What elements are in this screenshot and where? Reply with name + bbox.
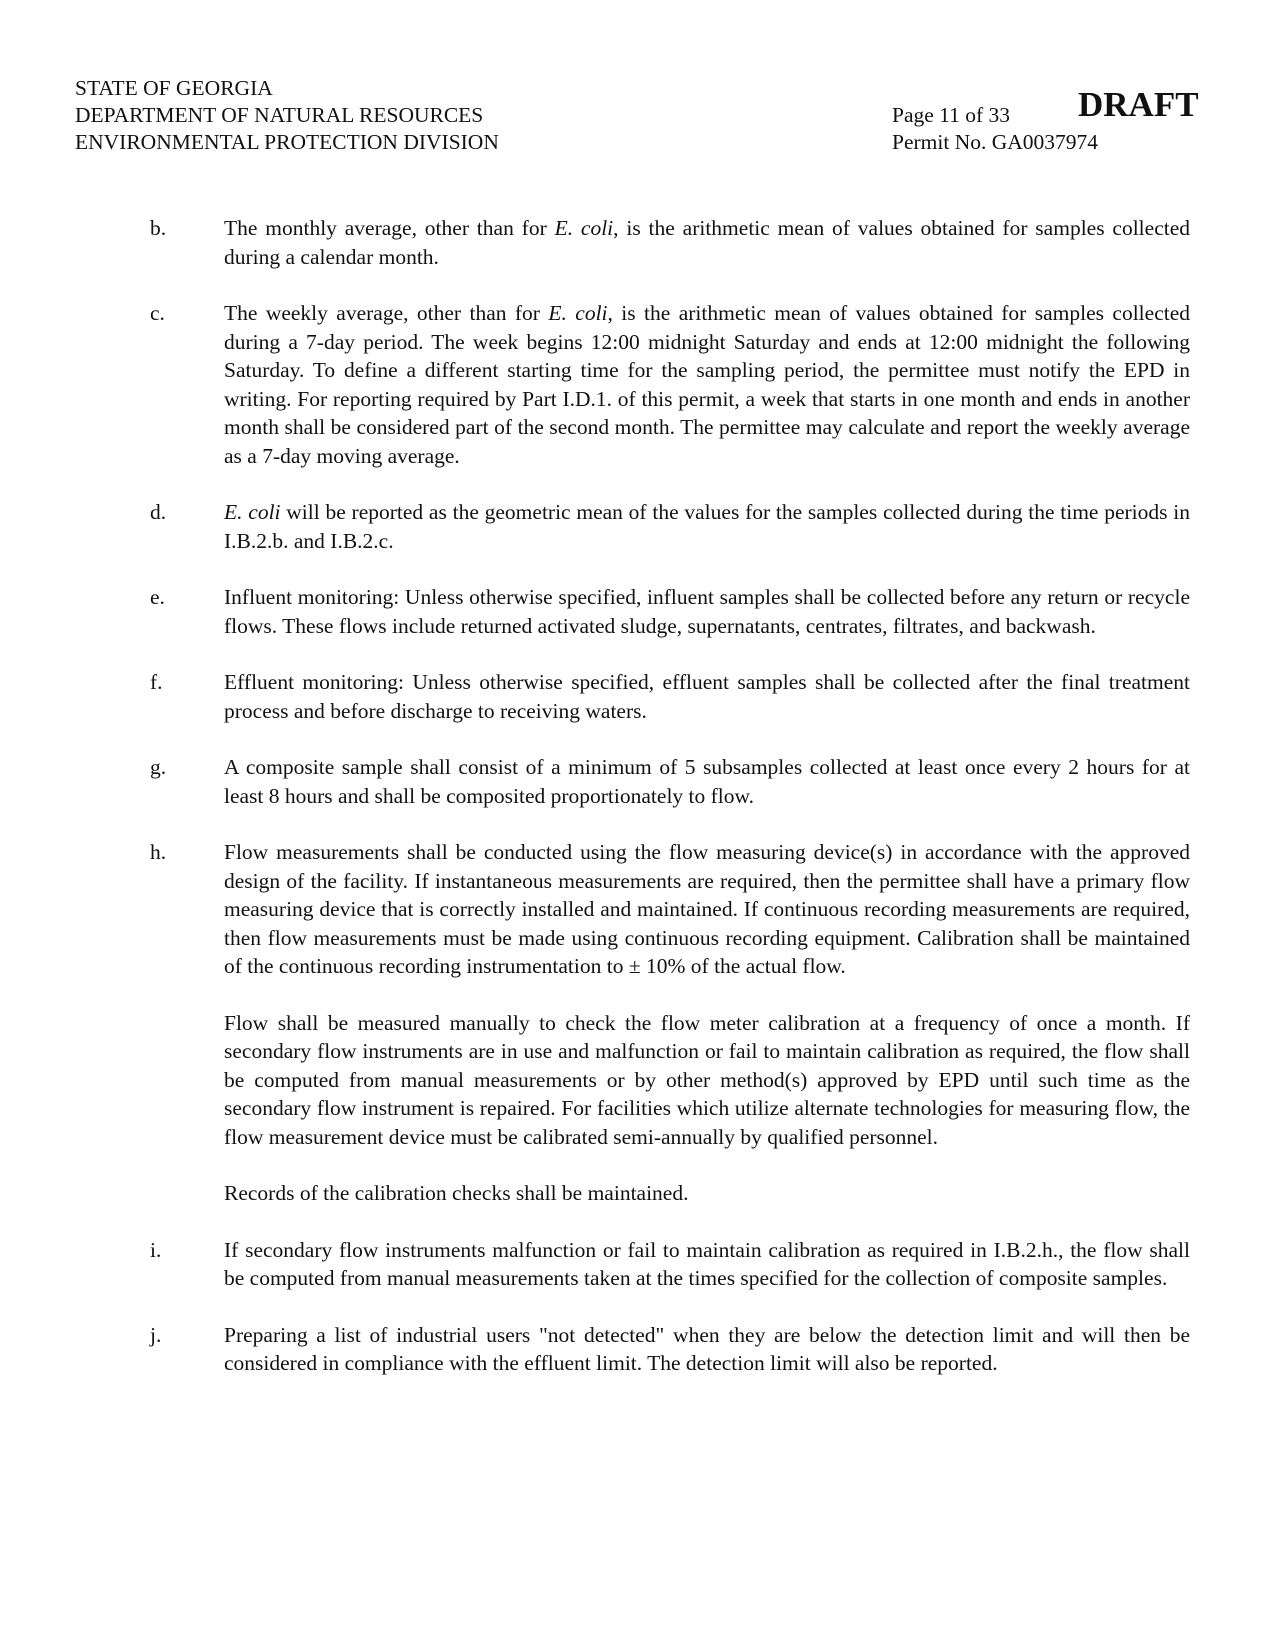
- item-letter: e.: [150, 585, 165, 609]
- page-header: [75, 75, 1205, 165]
- list-item-d: [150, 498, 1190, 555]
- item-letter: d.: [150, 500, 167, 524]
- item-text: Flow shall be measured manually to check the flow meter calibration at a frequency of once a month. If secondary flow instruments are in use and malfunction or fail to maintain calibration as required, the flow shall be computed from manual measurements or by other method(s) approved by EPD until such time as the secondary flow instrument is repaired. For facilities which utilize alternate technologies for measuring flow, the flow measurement device must be calibrated semi-annually by qualified personnel.: [224, 1010, 1190, 1149]
- list-item-j: [150, 1321, 1190, 1378]
- item-text: Flow measurements shall be conducted using the flow measuring device(s) in accordance with the approved design of the facility. If instantaneous measurements are required, then the permittee shall have a primary flow measuring device that is correctly installed and maintained. If continuous recording measurements are required, then flow measurements must be made using continuous recording equipment. Calibration shall be maintained of the continuous recording instrumentation to ± 10% of the actual flow.: [224, 840, 1190, 978]
- agency-block: [75, 75, 499, 156]
- agency-division: ENVIRONMENTAL PROTECTION DIVISION: [75, 130, 499, 154]
- agency-state: STATE OF GEORGIA: [75, 76, 273, 100]
- item-text: The weekly average, other than for E. coli, is the arithmetic mean of values obtained for samples collected during a 7-day period. The week begins 12:00 midnight Saturday and ends at 12:00 midnight the following Saturday. To define a different starting time for the sampling period, the permittee must notify the EPD in writing. For reporting required by Part I.D.1. of this permit, a week that starts in one month and ends in another month shall be considered part of the second month. The permittee may calculate and report the weekly average as a 7-day moving average.: [224, 301, 1191, 468]
- item-text: The monthly average, other than for E. coli, is the arithmetic mean of values obtained for samples collected during a calendar month.: [224, 216, 1190, 269]
- item-text: E. coli will be reported as the geometric mean of the values for the samples collected during the time periods in I.B.2.b. and I.B.2.c.: [224, 500, 1191, 553]
- item-text: Influent monitoring: Unless otherwise specified, influent samples shall be collected before any return or recycle flows. These flows include returned activated sludge, supernatants, centrates, filtrates, and backwash.: [224, 585, 1190, 638]
- item-text: Preparing a list of industrial users "not detected" when they are below the detection limit and will then be considered in compliance with the effluent limit. The detection limit will also be reported.: [224, 1322, 1190, 1375]
- page-meta: [892, 102, 1098, 156]
- species-name: E. coli: [224, 500, 281, 524]
- list-item-h: [150, 838, 1190, 1208]
- agency-department: DEPARTMENT OF NATURAL RESOURCES: [75, 103, 484, 127]
- species-name: E. coli: [554, 216, 614, 240]
- species-name: E. coli: [548, 301, 608, 325]
- item-text: Effluent monitoring: Unless otherwise specified, effluent samples shall be collected after the final treatment process and before discharge to receiving waters.: [224, 670, 1190, 723]
- page-number: Page 11 of 33: [892, 103, 1011, 127]
- list-item-g: [150, 753, 1190, 810]
- draft-stamp: DRAFT: [1078, 85, 1199, 124]
- list-item-f: [150, 668, 1190, 725]
- item-letter: i.: [150, 1237, 162, 1262]
- list-item-e: [150, 583, 1190, 640]
- list-item-b: [150, 214, 1190, 271]
- item-letter: b.: [150, 216, 167, 240]
- item-text: Records of the calibration checks shall be maintained.: [224, 1181, 689, 1205]
- item-letter: c.: [150, 301, 165, 325]
- permit-number: Permit No. GA0037974: [892, 130, 1099, 154]
- item-letter: h.: [150, 840, 167, 864]
- list-item-i: [150, 1236, 1190, 1293]
- list-item-c: [150, 299, 1190, 470]
- item-text: If secondary flow instruments malfunction or fail to maintain calibration as required in I.B.2.h., the flow shall be computed from manual measurements taken at the times specified for the collection of composite samples.: [224, 1237, 1190, 1290]
- document-body: [150, 214, 1190, 1406]
- item-letter: j.: [150, 1322, 162, 1347]
- item-text: A composite sample shall consist of a minimum of 5 subsamples collected at least once every 2 hours for at least 8 hours and shall be composited proportionately to flow.: [224, 755, 1190, 808]
- item-letter: f.: [150, 670, 163, 694]
- item-letter: g.: [150, 755, 167, 779]
